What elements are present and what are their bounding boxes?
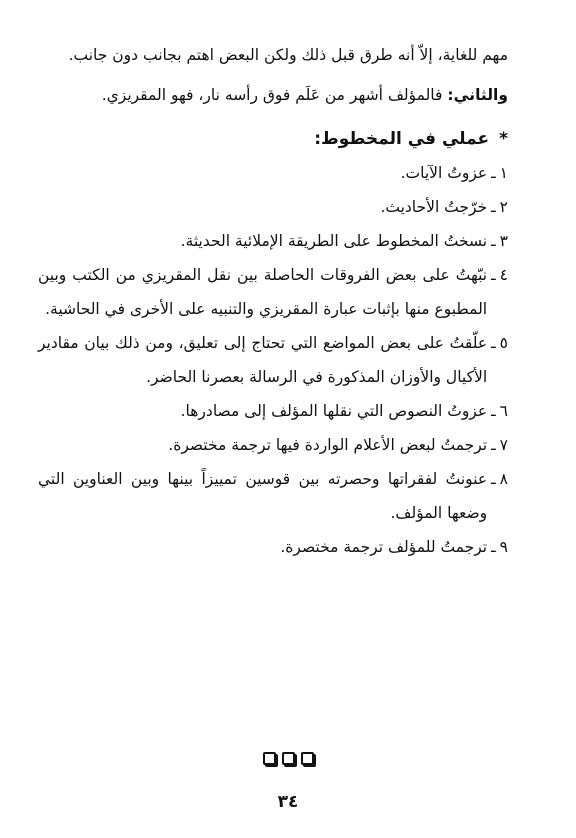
page-number: ٣٤ <box>277 792 299 812</box>
item-number: ٤ <box>499 266 508 284</box>
item-number: ٦ <box>499 402 508 420</box>
item-number: ١ <box>499 164 508 182</box>
item-number: ٥ <box>499 334 508 352</box>
intro-paragraph: مهم للغاية، إلاّ أنه طرق قبل ذلك ولكن البعض اهتم بجانب دون جانب. <box>68 46 508 64</box>
item-text: عزوتُ الآيات. <box>400 164 488 182</box>
item-dash: ـ <box>491 436 496 454</box>
item-number: ٣ <box>499 232 508 250</box>
item-dash: ـ <box>491 334 496 352</box>
square-ornament-icon <box>301 752 314 765</box>
list-item <box>38 428 508 462</box>
item-dash: ـ <box>491 402 496 420</box>
item-dash: ـ <box>491 266 496 284</box>
item-text: علّقتُ على بعض المواضع التي تحتاج إلى تعليق، ومن ذلك بيان مقادير الأكيال والأوزان المذكورة في الرسالة بعصرنا الحاضر. <box>38 334 488 386</box>
second-lead: والثاني: <box>447 86 508 104</box>
page-body <box>38 38 508 564</box>
item-text: نسختُ المخطوط على الطريقة الإملائية الحديثة. <box>180 232 488 250</box>
list-item <box>38 224 508 258</box>
section-heading-text: عملي في المخطوط: <box>314 129 490 149</box>
square-ornament-icon <box>263 752 276 765</box>
item-number: ٢ <box>499 198 508 216</box>
item-text: ترجمتُ للمؤلف ترجمة مختصرة. <box>280 538 488 556</box>
list-item <box>38 530 508 564</box>
item-number: ٨ <box>499 470 508 488</box>
item-number: ٧ <box>499 436 508 454</box>
list-item <box>38 394 508 428</box>
section-heading <box>38 122 508 156</box>
item-dash: ـ <box>491 538 496 556</box>
list-item <box>38 156 508 190</box>
list-item <box>38 326 508 394</box>
list-item <box>38 190 508 224</box>
item-number: ٩ <box>499 538 508 556</box>
work-list <box>38 156 508 564</box>
item-dash: ـ <box>491 470 496 488</box>
item-text: ترجمتُ لبعض الأعلام الواردة فيها ترجمة مختصرة. <box>168 436 488 454</box>
item-text: عنونتُ لفقراتها وحصرته بين قوسين تمييزاً بينها وبين العناوين التي وضعها المؤلف. <box>38 470 488 522</box>
square-ornament-icon <box>282 752 295 765</box>
list-item <box>38 258 508 326</box>
item-text: عزوتُ النصوص التي نقلها المؤلف إلى مصادرها. <box>180 402 488 420</box>
item-text: نبّهتُ على بعض الفروقات الحاصلة بين نقل المقريزي من الكتب وبين المطبوع منها بإثبات عبارة المقريزي والتنبيه على الأخرى في الحاشية. <box>38 266 488 318</box>
item-dash: ـ <box>491 164 496 182</box>
asterisk-icon: * <box>499 129 508 149</box>
list-item <box>38 462 508 530</box>
second-paragraph <box>38 78 508 112</box>
section-end-ornament <box>0 752 576 765</box>
item-text: خرّجتُ الأحاديث. <box>380 198 488 216</box>
item-dash: ـ <box>491 198 496 216</box>
second-text: فالمؤلف أشهر من عَلَم فوق رأسه نار، فهو المقريزي. <box>101 86 443 104</box>
item-dash: ـ <box>491 232 496 250</box>
